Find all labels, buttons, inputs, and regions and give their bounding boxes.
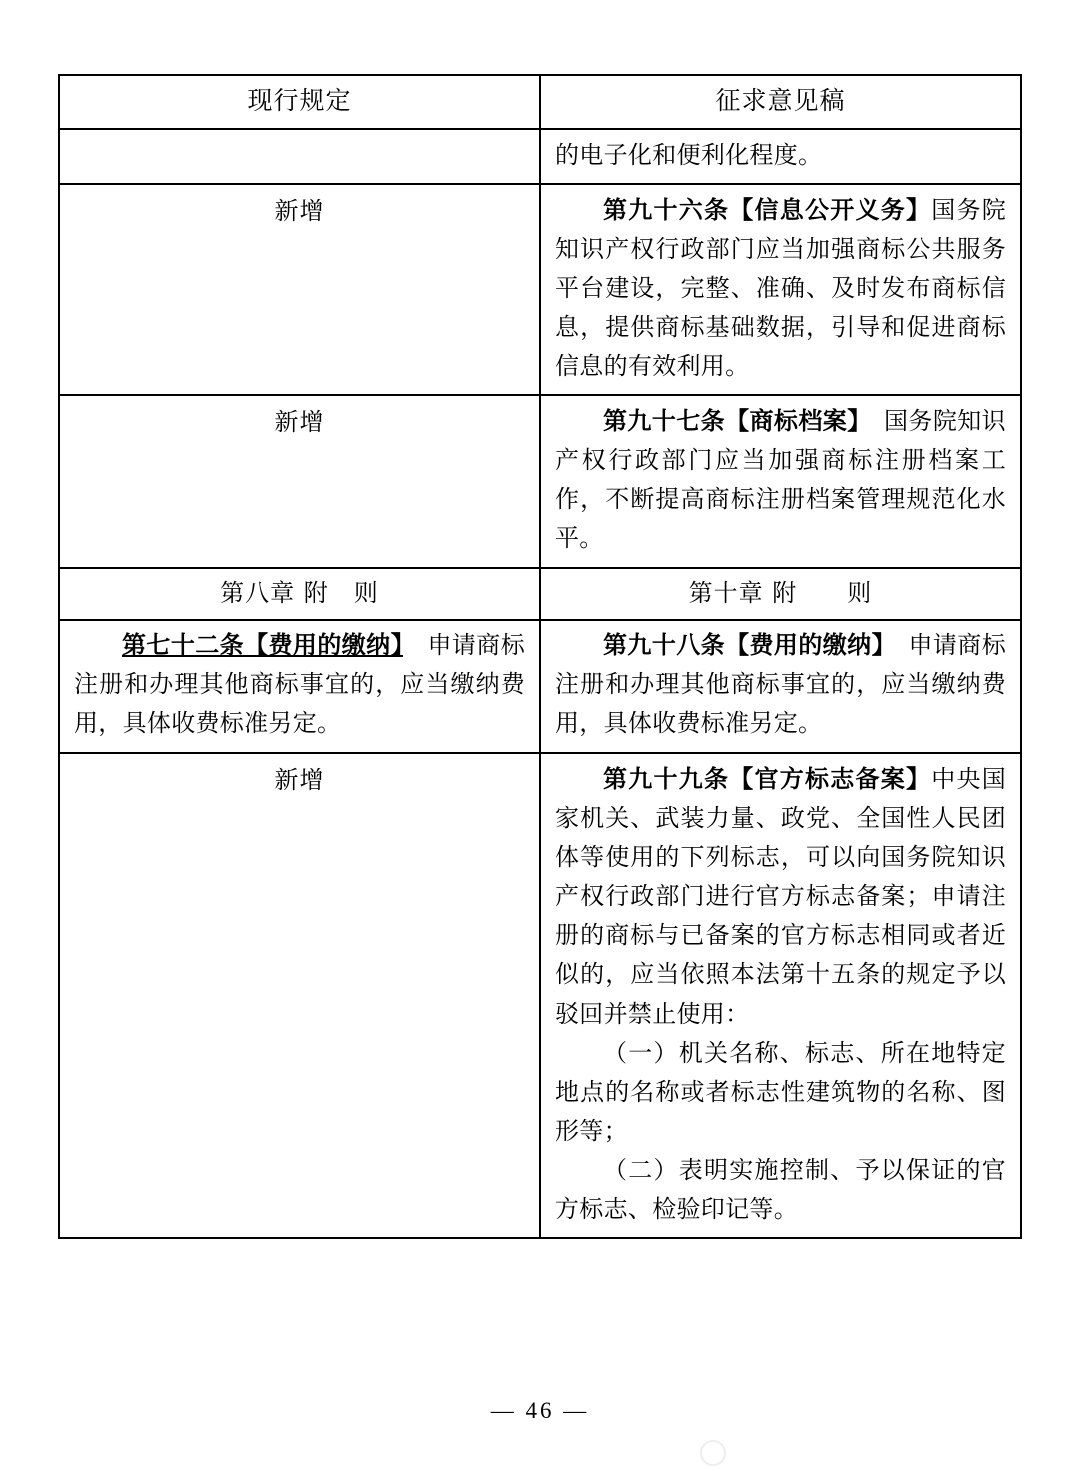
- article-body: 申请商标注册和办理其他商标事宜的，应当缴纳费用，具体收费标准另定。: [74, 632, 525, 737]
- draft-article-98: [540, 620, 1021, 753]
- new-marker: 新增: [59, 184, 540, 396]
- comparison-table: [58, 74, 1022, 1239]
- current-article-72: [59, 620, 540, 753]
- article-body: 申请商标注册和办理其他商标事宜的，应当缴纳费用，具体收费标准另定。: [555, 632, 1006, 737]
- article-body: 国务院知识产权行政部门应当加强商标公共服务平台建设，完整、准确、及时发布商标信息，提供商标基础数据，引导和促进商标信息的有效利用。: [555, 195, 1006, 381]
- column-header-current: 现行规定: [59, 75, 540, 129]
- empty-left-cell: [59, 129, 540, 184]
- chapter-heading-draft: 第十章 附 则: [540, 568, 1021, 620]
- draft-article-96: [540, 184, 1021, 396]
- table-row: [59, 753, 1021, 1238]
- table-header-row: [59, 75, 1021, 129]
- new-marker: 新增: [59, 395, 540, 567]
- article-item: （一）机关名称、标志、所在地特定地点的名称或者标志性建筑物的名称、图形等；: [555, 1038, 1006, 1145]
- article-title: 第九十六条【信息公开义务】: [603, 195, 932, 224]
- article-title: 第九十八条【费用的缴纳】: [603, 632, 885, 659]
- article-title: 第九十七条【商标档案】: [603, 407, 860, 436]
- page-number: — 46 —: [490, 1398, 590, 1423]
- chapter-heading-current: 第八章 附 则: [59, 568, 540, 620]
- article-item: （二）表明实施控制、予以保证的官方标志、检验印记等。: [555, 1156, 1006, 1224]
- article-body: 中央国家机关、武装力量、政党、全国性人民团体等使用的下列标志，可以向国务院知识产权行政部门进行官方标志备案；申请注册的商标与已备案的官方标志相同或者近似的，应当依照本法第十五条的规定予以驳回并禁止使用：: [555, 764, 1006, 1028]
- draft-article-97: [540, 395, 1021, 567]
- new-marker: 新增: [59, 753, 540, 1238]
- watermark-logo-icon: [700, 1440, 726, 1466]
- article-body: 国务院知识产权行政部门应当加强商标注册档案工作，不断提高商标注册档案管理规范化水平。: [555, 407, 1006, 553]
- table-row: [59, 184, 1021, 396]
- draft-article-99: [540, 753, 1021, 1238]
- column-header-draft: 征求意见稿: [540, 75, 1021, 129]
- article-title: 第九十九条【官方标志备案】: [603, 764, 932, 793]
- article-title: 第七十二条【费用的缴纳】: [122, 632, 404, 659]
- table-row: [59, 568, 1021, 620]
- table-row: [59, 395, 1021, 567]
- table-row: [59, 620, 1021, 753]
- continuation-text: 的电子化和便利化程度。: [540, 129, 1021, 184]
- watermark: [700, 1440, 1030, 1466]
- table-row: [59, 129, 1021, 184]
